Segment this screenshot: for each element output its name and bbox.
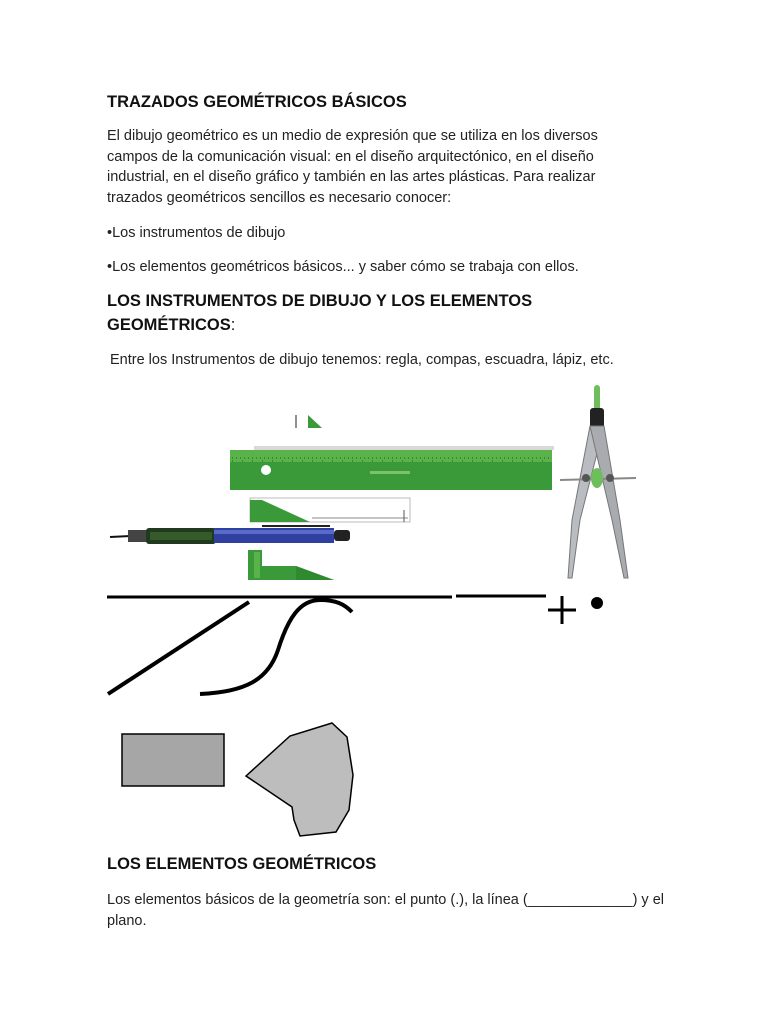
irregular-plane-shape bbox=[246, 723, 353, 836]
section-instruments-heading-colon: : bbox=[230, 316, 236, 334]
pencil-icon bbox=[110, 526, 350, 544]
diagonal-line-shape bbox=[108, 602, 249, 694]
rectangle-plane-shape bbox=[122, 734, 224, 786]
page-title: TRAZADOS GEOMÉTRICOS BÁSICOS bbox=[107, 93, 407, 111]
bullet-elements: •Los elementos geométricos básicos... y saber cómo se trabaja con ellos. bbox=[107, 259, 579, 275]
cross-mark-shape bbox=[548, 596, 576, 624]
instruments-and-elements-figure bbox=[0, 380, 768, 850]
instruments-paragraph: Entre los Instrumentos de dibujo tenemos: regla, compas, escuadra, lápiz, etc. bbox=[110, 352, 614, 368]
point-shape bbox=[591, 597, 603, 609]
ruler-icon bbox=[230, 446, 554, 490]
set-square-icon bbox=[248, 550, 334, 580]
section-instruments-heading bbox=[107, 289, 627, 337]
elements-paragraph: Los elementos básicos de la geometría son: el punto (.), la línea (_____________) y el plano. bbox=[107, 892, 664, 929]
section-elements-heading: LOS ELEMENTOS GEOMÉTRICOS bbox=[107, 855, 377, 873]
triangle-ruler-icon bbox=[250, 498, 410, 522]
curved-line-shape bbox=[200, 600, 352, 694]
section-instruments-heading-line2: GEOMÉTRICOS bbox=[107, 316, 231, 334]
compass-icon bbox=[560, 388, 636, 578]
intro-paragraph: El dibujo geométrico es un medio de expresión que se utiliza en los diversos campos de la comunicación visual: en el diseño arquitectónico, en el diseño industrial, en el diseño gráfico y también en las artes plásticas. Para realizar trazados geométricos sencillos es necesario conocer: bbox=[107, 128, 598, 206]
set-square-tab-icon bbox=[296, 415, 322, 428]
bullet-instruments: •Los instrumentos de dibujo bbox=[107, 225, 286, 241]
section-instruments-heading-line1: LOS INSTRUMENTOS DE DIBUJO Y LOS ELEMENTOS bbox=[107, 292, 533, 310]
